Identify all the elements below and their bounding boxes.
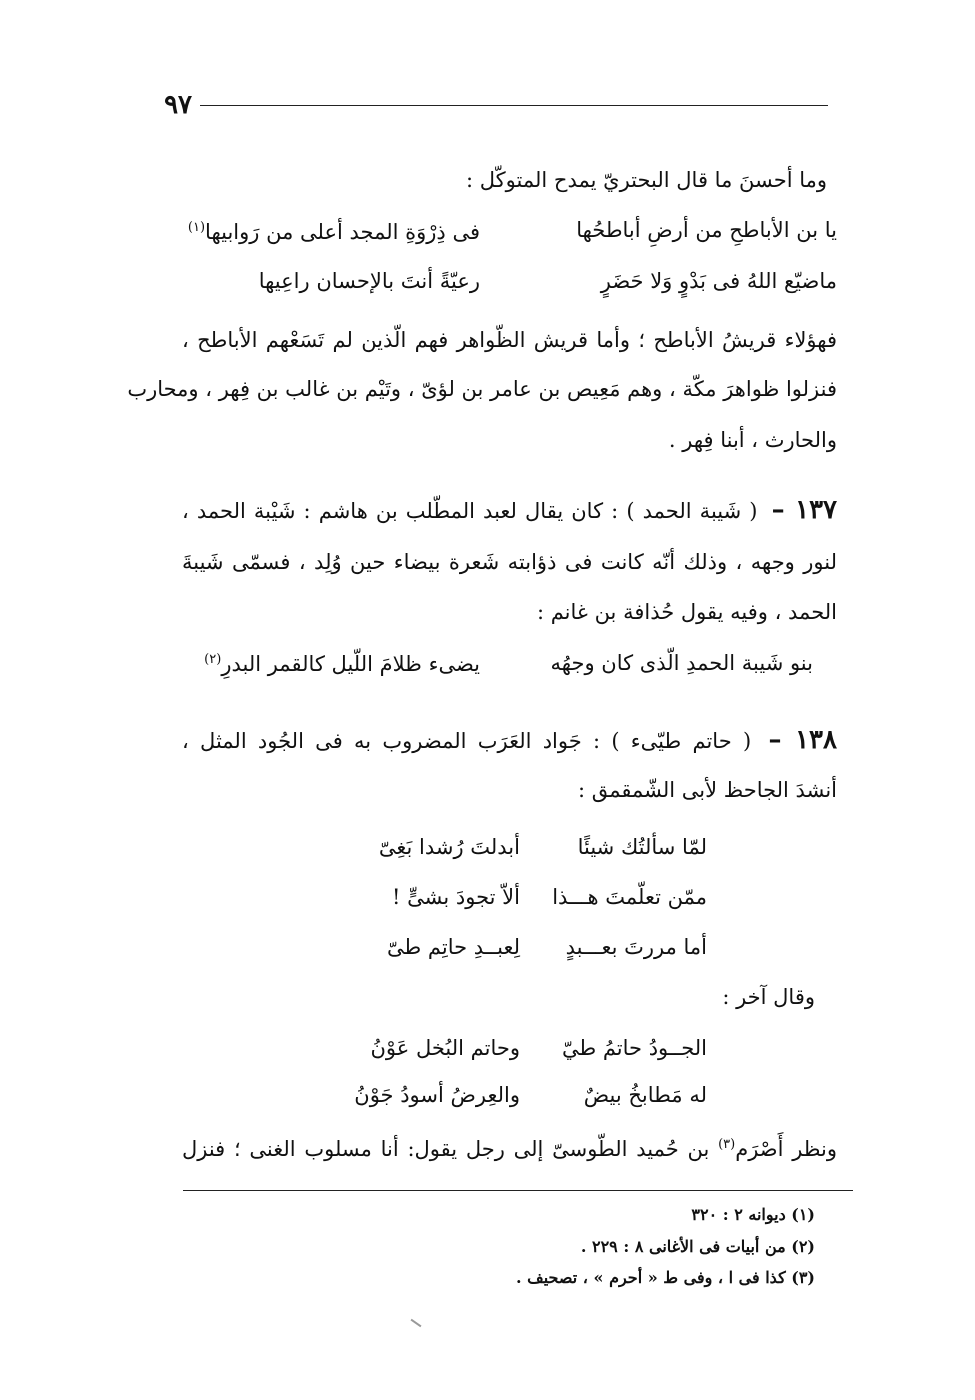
section-137-line-1: [182, 495, 837, 526]
verse-137-left-text: يضىء ظلامَ اللّيل كالقمر البدرِ: [221, 652, 480, 676]
verse-137-right-hemistich: بنو شَيبة الحمدِ الّذى كان وجهُه: [550, 651, 813, 675]
verse-138a-2-right: ممّن تعلّمتَ هـــذا: [552, 885, 707, 909]
section-138-line-2: أنشدَ الجاحظ لأبى الشّمقمق :: [577, 778, 837, 802]
footnote-ref-3: (٣): [718, 1137, 736, 1152]
para1-line-2: فنزلوا ظواهرَ مكّة ، وهم مَعِيص بن عامر بن لؤىّ ، وتَيْم بن غالب بن فِهر ، ومحارب: [127, 377, 837, 401]
section-138-line-1-text: ( حاتم طيّىء ) : جَواد العَرَب المضروب به فى الجُود المثل ،: [182, 729, 752, 753]
footnote-rule: [183, 1190, 853, 1191]
section-138-last-line: [182, 1130, 837, 1164]
verse-138b-2-left: والعِرضُ أسودُ جَوْنُ: [354, 1083, 520, 1107]
verse-138a-1-left: أبدلتَ رُشدا بَغِىّ: [378, 835, 520, 859]
verse-1-left-text: فى ذِرْوَةِ المجد أعلى من رَوابيها: [205, 220, 480, 244]
verse-138b-2-right: له مَطابخُ بيضٌ: [583, 1083, 707, 1107]
verse-1-left-hemistich: [188, 213, 480, 247]
section-137-line-3: الحمد ، وفيه يقول حُذافة بن غانم :: [536, 600, 837, 624]
verse-137-left-hemistich: [204, 645, 480, 679]
verse-138a-1-right: لمّا سألتُك شيئًا: [577, 835, 707, 859]
verse-138a-2-left: ألاّ تجودَ بشىٍّ !: [392, 885, 520, 909]
section-137-line-1-text: ( شَيبة الحمد ) : كان يقال لعبد المطّلب بن هاشم : شَيْبة الحمد ،: [182, 499, 758, 523]
section-137-line-2: لنور وجهه ، وذلك أنّه كانت فى ذؤابته شَعرة بيضاء حين وُلِد ، فسمّى شَيبةَ: [182, 550, 837, 574]
verse-138b-1-left: وحاتم البُخل عَوْنُ: [370, 1036, 520, 1060]
verse-138b-1-right: الجــودُ حاتمُ طيّ: [561, 1036, 707, 1060]
verse-138a-3-left: لِعبــدِ حاتِم طىّ: [387, 935, 520, 959]
section-138-number: ١٣٨ –: [768, 725, 837, 755]
intro-line: وما أحسنَ ما قال البحتريّ يمدح المتوكّل :: [466, 168, 827, 192]
last-line-pre: ونظر أَصْرَم: [735, 1137, 838, 1161]
other-poet-intro: وقال آخر :: [722, 985, 815, 1009]
section-138-line-1: [182, 725, 837, 756]
last-line-post: بن حُميد الطّوسىّ إلى رجل يقول: أنا مسلوب الغنى ؛ فنزل: [182, 1137, 719, 1161]
section-137-number: ١٣٧ –: [771, 495, 838, 525]
footnote-3: (٣) كذا فى ا ، وفى ط « أحرم » ، تصحيف .: [516, 1268, 815, 1287]
para1-line-1: فهؤلاء قريشُ الأباطح ؛ وأما قريش الظّواهر فهم الّذين لم تَسَعْهم الأباطح ،: [182, 328, 837, 352]
footnote-ref-2: (٢): [204, 652, 222, 667]
footnote-ref-1: (١): [187, 220, 206, 235]
verse-2-left-hemistich: رعيّةً أنتَ بالإحسان راعِيها: [258, 269, 480, 293]
verse-138a-3-right: أما مررتَ بعـــبدٍ: [565, 935, 707, 959]
verse-2-right-hemistich: ماضيّع اللهُ فى بَدْوٍ وَلا حَضَرٍ: [600, 269, 837, 293]
page-header: [164, 90, 840, 122]
verse-1-right-hemistich: يا بن الأباطحِ من أرضِ أباطحُها: [576, 218, 837, 242]
para1-line-3: والحارث ، أبنا فِهر .: [668, 428, 837, 452]
scan-mark: [411, 1319, 422, 1328]
footnote-1: (١) ديوانه ٢ : ٣٢٠: [691, 1205, 815, 1224]
page-number: ٩٧: [164, 90, 192, 120]
footnote-2: (٢) من أبيات فى الأغانى ٨ : ٢٢٩ .: [580, 1237, 815, 1256]
header-rule: [200, 105, 828, 106]
